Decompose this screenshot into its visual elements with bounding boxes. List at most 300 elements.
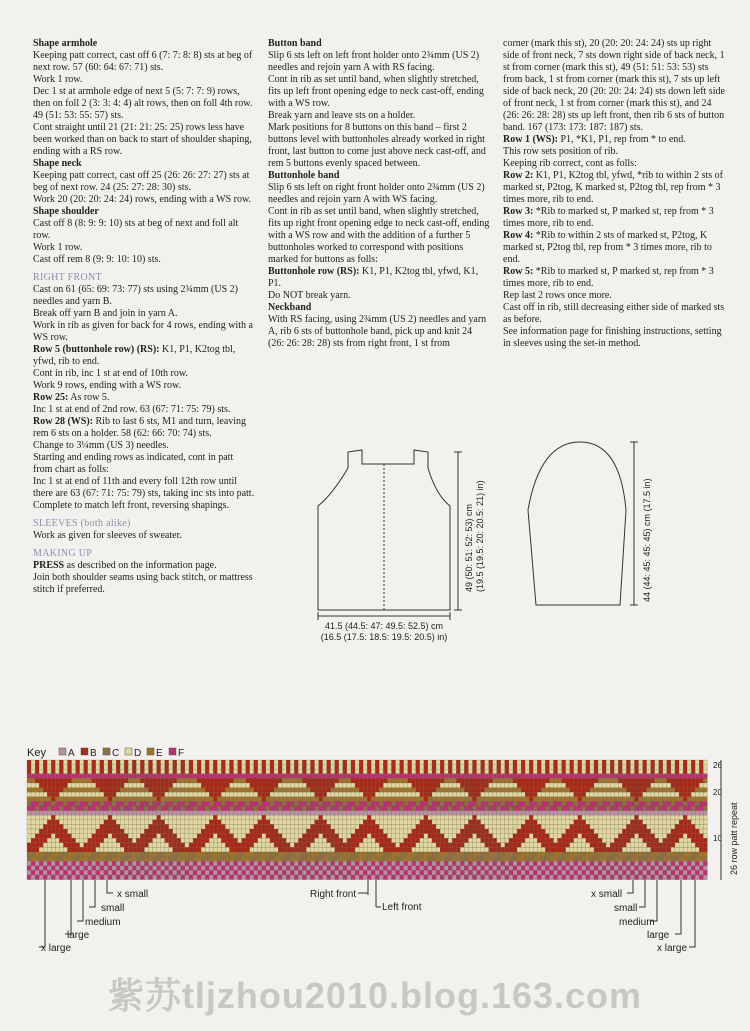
chart-cell: [566, 774, 570, 779]
chart-cell: [416, 774, 420, 779]
chart-cell: [574, 870, 578, 875]
chart-cell: [339, 838, 343, 843]
chart-cell: [428, 866, 432, 871]
chart-cell: [213, 783, 217, 788]
chart-cell: [306, 852, 310, 857]
chart-cell: [327, 811, 331, 816]
chart-cell: [598, 797, 602, 802]
chart-cell: [602, 815, 606, 820]
chart-cell: [554, 792, 558, 797]
chart-cell: [290, 838, 294, 843]
chart-cell: [521, 857, 525, 862]
chart-cell: [428, 801, 432, 806]
chart-cell: [76, 815, 80, 820]
chart-cell: [55, 875, 59, 880]
chart-cell: [351, 843, 355, 848]
chart-cell: [266, 857, 270, 862]
chart-cell: [68, 829, 72, 834]
chart-cell: [193, 843, 197, 848]
chart-cell: [622, 847, 626, 852]
chart-cell: [695, 824, 699, 829]
chart-cell: [525, 792, 529, 797]
chart-cell: [400, 801, 404, 806]
chart-cell: [400, 857, 404, 862]
chart-cell: [335, 875, 339, 880]
chart-cell: [112, 783, 116, 788]
chart-cell: [266, 829, 270, 834]
chart-cell: [501, 778, 505, 783]
chart-cell: [610, 866, 614, 871]
chart-cell: [424, 788, 428, 793]
chart-cell: [311, 801, 315, 806]
chart-cell: [76, 861, 80, 866]
chart-cell: [675, 783, 679, 788]
chart-cell: [31, 801, 35, 806]
chart-cell: [43, 829, 47, 834]
chart-cell: [80, 788, 84, 793]
chart-cell: [47, 778, 51, 783]
chart-cell: [505, 829, 509, 834]
chart-cell: [618, 815, 622, 820]
chart-cell: [537, 788, 541, 793]
chart-cell: [468, 861, 472, 866]
chart-cell: [80, 852, 84, 857]
chart-cell: [679, 857, 683, 862]
chart-cell: [371, 866, 375, 871]
chart-cell: [181, 875, 185, 880]
chart-cell: [554, 829, 558, 834]
chart-cell: [189, 838, 193, 843]
chart-cell: [298, 806, 302, 811]
section-heading: Button band: [268, 38, 322, 49]
chart-cell: [149, 866, 153, 871]
chart-cell: [193, 847, 197, 852]
chart-cell: [290, 769, 294, 774]
chart-cell: [630, 857, 634, 862]
chart-cell: [679, 843, 683, 848]
chart-cell: [420, 824, 424, 829]
chart-cell: [120, 820, 124, 825]
chart-cell: [699, 861, 703, 866]
chart-cell: [477, 829, 481, 834]
chart-cell: [209, 852, 213, 857]
chart-cell: [290, 824, 294, 829]
chart-cell: [31, 806, 35, 811]
chart-cell: [112, 774, 116, 779]
chart-cell: [343, 760, 347, 765]
chart-cell: [286, 815, 290, 820]
chart-cell: [339, 769, 343, 774]
chart-cell: [189, 857, 193, 862]
chart-cell: [675, 820, 679, 825]
chart-cell: [444, 783, 448, 788]
chart-cell: [165, 788, 169, 793]
chart-cell: [282, 783, 286, 788]
chart-cell: [43, 847, 47, 852]
chart-cell: [177, 774, 181, 779]
chart-cell: [513, 797, 517, 802]
chart-cell: [412, 866, 416, 871]
chart-cell: [444, 824, 448, 829]
chart-cell: [266, 806, 270, 811]
chart-cell: [124, 852, 128, 857]
chart-cell: [436, 857, 440, 862]
chart-cell: [72, 857, 76, 862]
chart-cell: [606, 811, 610, 816]
chart-cell: [379, 824, 383, 829]
watermark: 紫苏tljzhou2010.blog.163.com: [107, 975, 643, 1016]
chart-cell: [610, 765, 614, 770]
chart-cell: [586, 870, 590, 875]
chart-cell: [655, 765, 659, 770]
chart-cell: [116, 765, 120, 770]
chart-cell: [444, 815, 448, 820]
chart-cell: [440, 774, 444, 779]
chart-cell: [161, 820, 165, 825]
chart-cell: [193, 792, 197, 797]
chart-cell: [319, 861, 323, 866]
chart-cell: [460, 760, 464, 765]
chart-cell: [375, 870, 379, 875]
chart-cell: [290, 801, 294, 806]
chart-cell: [68, 792, 72, 797]
chart-cell: [404, 760, 408, 765]
chart-cell: [699, 838, 703, 843]
chart-cell: [234, 843, 238, 848]
chart-cell: [169, 866, 173, 871]
chart-cell: [695, 852, 699, 857]
chart-cell: [371, 801, 375, 806]
chart-cell: [464, 829, 468, 834]
chart-cell: [51, 760, 55, 765]
chart-cell: [594, 792, 598, 797]
chart-cell: [112, 824, 116, 829]
chart-cell: [460, 815, 464, 820]
chart-cell: [311, 843, 315, 848]
chart-cell: [343, 829, 347, 834]
chart-cell: [351, 788, 355, 793]
chart-cell: [448, 870, 452, 875]
chart-cell: [63, 820, 67, 825]
chart-cell: [108, 815, 112, 820]
chart-cell: [225, 811, 229, 816]
chart-cell: [39, 769, 43, 774]
chart-cell: [205, 861, 209, 866]
chart-cell: [136, 847, 140, 852]
chart-cell: [691, 792, 695, 797]
chart-cell: [165, 820, 169, 825]
chart-cell: [173, 829, 177, 834]
chart-cell: [153, 774, 157, 779]
chart-cell: [201, 824, 205, 829]
chart-cell: [92, 765, 96, 770]
paragraph: Inc 1 st at end of 2nd row. 63 (67: 71: 75: 79) sts.: [33, 404, 231, 415]
chart-cell: [477, 852, 481, 857]
chart-cell: [205, 815, 209, 820]
chart-cell: [262, 788, 266, 793]
chart-cell: [262, 834, 266, 839]
chart-cell: [104, 875, 108, 880]
chart-cell: [517, 792, 521, 797]
chart-cell: [149, 811, 153, 816]
chart-cell: [230, 875, 234, 880]
chart-cell: [124, 820, 128, 825]
chart-cell: [290, 792, 294, 797]
chart-cell: [230, 806, 234, 811]
chart-cell: [379, 792, 383, 797]
chart-cell: [282, 866, 286, 871]
chart-cell: [537, 852, 541, 857]
chart-cell: [100, 792, 104, 797]
chart-cell: [436, 765, 440, 770]
chart-cell: [481, 870, 485, 875]
chart-cell: [298, 783, 302, 788]
chart-cell: [181, 778, 185, 783]
chart-cell: [213, 838, 217, 843]
chart-cell: [582, 806, 586, 811]
chart-cell: [100, 824, 104, 829]
chart-cell: [290, 774, 294, 779]
chart-cell: [339, 824, 343, 829]
chart-cell: [509, 797, 513, 802]
chart-cell: [477, 783, 481, 788]
chart-cell: [157, 834, 161, 839]
chart-cell: [541, 838, 545, 843]
chart-cell: [460, 788, 464, 793]
chart-cell: [169, 788, 173, 793]
chart-cell: [294, 760, 298, 765]
chart-cell: [181, 801, 185, 806]
chart-cell: [622, 875, 626, 880]
chart-cell: [59, 857, 63, 862]
chart-cell: [456, 857, 460, 862]
chart-cell: [238, 801, 242, 806]
chart-cell: [238, 778, 242, 783]
chart-cell: [213, 778, 217, 783]
chart-cell: [460, 866, 464, 871]
chart-cell: [594, 788, 598, 793]
chart-cell: [209, 774, 213, 779]
chart-cell: [602, 806, 606, 811]
chart-cell: [315, 797, 319, 802]
chart-cell: [217, 875, 221, 880]
chart-cell: [302, 806, 306, 811]
chart-cell: [128, 843, 132, 848]
chart-cell: [347, 838, 351, 843]
chart-cell: [554, 857, 558, 862]
chart-cell: [489, 847, 493, 852]
chart-cell: [432, 778, 436, 783]
chart-cell: [412, 870, 416, 875]
chart-cell: [695, 838, 699, 843]
chart-cell: [193, 870, 197, 875]
chart-cell: [647, 847, 651, 852]
chart-cell: [88, 834, 92, 839]
chart-cell: [128, 820, 132, 825]
chart-cell: [562, 811, 566, 816]
chart-cell: [481, 801, 485, 806]
chart-cell: [165, 843, 169, 848]
chart-cell: [319, 774, 323, 779]
chart-cell: [169, 815, 173, 820]
chart-cell: [209, 769, 213, 774]
chart-cell: [635, 811, 639, 816]
chart-cell: [136, 829, 140, 834]
chart-cell: [655, 788, 659, 793]
chart-cell: [157, 866, 161, 871]
chart-cell: [456, 769, 460, 774]
chart-cell: [290, 820, 294, 825]
chart-cell: [618, 829, 622, 834]
chart-cell: [124, 792, 128, 797]
chart-cell: [128, 811, 132, 816]
chart-cell: [169, 792, 173, 797]
chart-cell: [39, 820, 43, 825]
chart-cell: [610, 788, 614, 793]
chart-cell: [464, 778, 468, 783]
chart-cell: [679, 829, 683, 834]
chart-cell: [221, 797, 225, 802]
chart-cell: [675, 811, 679, 816]
chart-cell: [242, 870, 246, 875]
chart-cell: [489, 774, 493, 779]
chart-cell: [392, 857, 396, 862]
chart-cell: [521, 866, 525, 871]
chart-cell: [140, 769, 144, 774]
chart-cell: [549, 834, 553, 839]
chart-cell: [622, 760, 626, 765]
chart-cell: [570, 820, 574, 825]
chart-cell: [205, 811, 209, 816]
chart-cell: [39, 829, 43, 834]
chart-cell: [209, 870, 213, 875]
chart-cell: [153, 792, 157, 797]
chart-cell: [626, 760, 630, 765]
chart-cell: [606, 774, 610, 779]
chart-cell: [331, 797, 335, 802]
chart-cell: [464, 834, 468, 839]
chart-cell: [444, 806, 448, 811]
chart-cell: [294, 774, 298, 779]
chart-cell: [570, 870, 574, 875]
chart-cell: [663, 760, 667, 765]
chart-cell: [153, 811, 157, 816]
chart-cell: [440, 815, 444, 820]
chart-cell: [294, 797, 298, 802]
chart-cell: [80, 834, 84, 839]
chart-cell: [558, 824, 562, 829]
chart-cell: [635, 783, 639, 788]
chart-cell: [96, 824, 100, 829]
right-front-label: Right front: [310, 889, 357, 900]
chart-cell: [396, 797, 400, 802]
chart-cell: [460, 797, 464, 802]
chart-cell: [124, 778, 128, 783]
chart-cell: [695, 792, 699, 797]
chart-cell: [464, 811, 468, 816]
chart-cell: [96, 806, 100, 811]
chart-cell: [298, 829, 302, 834]
chart-cell: [452, 834, 456, 839]
chart-cell: [602, 843, 606, 848]
chart-cell: [412, 769, 416, 774]
chart-cell: [452, 792, 456, 797]
chart-cell: [468, 783, 472, 788]
chart-cell: [153, 783, 157, 788]
chart-cell: [165, 852, 169, 857]
chart-cell: [513, 774, 517, 779]
chart-cell: [144, 765, 148, 770]
chart-cell: [84, 811, 88, 816]
chart-cell: [468, 760, 472, 765]
chart-cell: [501, 824, 505, 829]
chart-cell: [221, 829, 225, 834]
chart-cell: [201, 815, 205, 820]
chart-cell: [347, 783, 351, 788]
chart-cell: [703, 765, 707, 770]
chart-cell: [144, 847, 148, 852]
chart-cell: [181, 829, 185, 834]
chart-cell: [315, 834, 319, 839]
chart-cell: [489, 788, 493, 793]
chart-cell: [383, 829, 387, 834]
chart-cell: [116, 861, 120, 866]
chart-cell: [217, 801, 221, 806]
chart-cell: [315, 847, 319, 852]
garment-schematics: [300, 440, 720, 650]
chart-cell: [193, 834, 197, 839]
chart-cell: [432, 870, 436, 875]
chart-cell: [258, 778, 262, 783]
chart-cell: [51, 815, 55, 820]
chart-cell: [545, 760, 549, 765]
chart-cell: [55, 847, 59, 852]
chart-cell: [43, 843, 47, 848]
chart-cell: [254, 852, 258, 857]
chart-cell: [359, 778, 363, 783]
chart-cell: [96, 820, 100, 825]
chart-cell: [108, 774, 112, 779]
chart-cell: [189, 806, 193, 811]
chart-cell: [602, 829, 606, 834]
chart-cell: [497, 843, 501, 848]
chart-cell: [566, 783, 570, 788]
chart-cell: [221, 843, 225, 848]
chart-cell: [258, 769, 262, 774]
chart-cell: [327, 801, 331, 806]
chart-cell: [108, 765, 112, 770]
chart-cell: [545, 765, 549, 770]
chart-cell: [497, 792, 501, 797]
chart-cell: [339, 861, 343, 866]
chart-cell: [157, 806, 161, 811]
chart-cell: [570, 801, 574, 806]
chart-cell: [663, 792, 667, 797]
chart-cell: [323, 788, 327, 793]
chart-cell: [128, 866, 132, 871]
chart-cell: [124, 788, 128, 793]
chart-cell: [590, 769, 594, 774]
chart-cell: [315, 829, 319, 834]
chart-cell: [108, 792, 112, 797]
chart-cell: [622, 788, 626, 793]
chart-cell: [165, 870, 169, 875]
chart-cell: [217, 806, 221, 811]
chart-cell: [234, 861, 238, 866]
chart-cell: [691, 870, 695, 875]
chart-cell: [351, 760, 355, 765]
chart-cell: [416, 801, 420, 806]
